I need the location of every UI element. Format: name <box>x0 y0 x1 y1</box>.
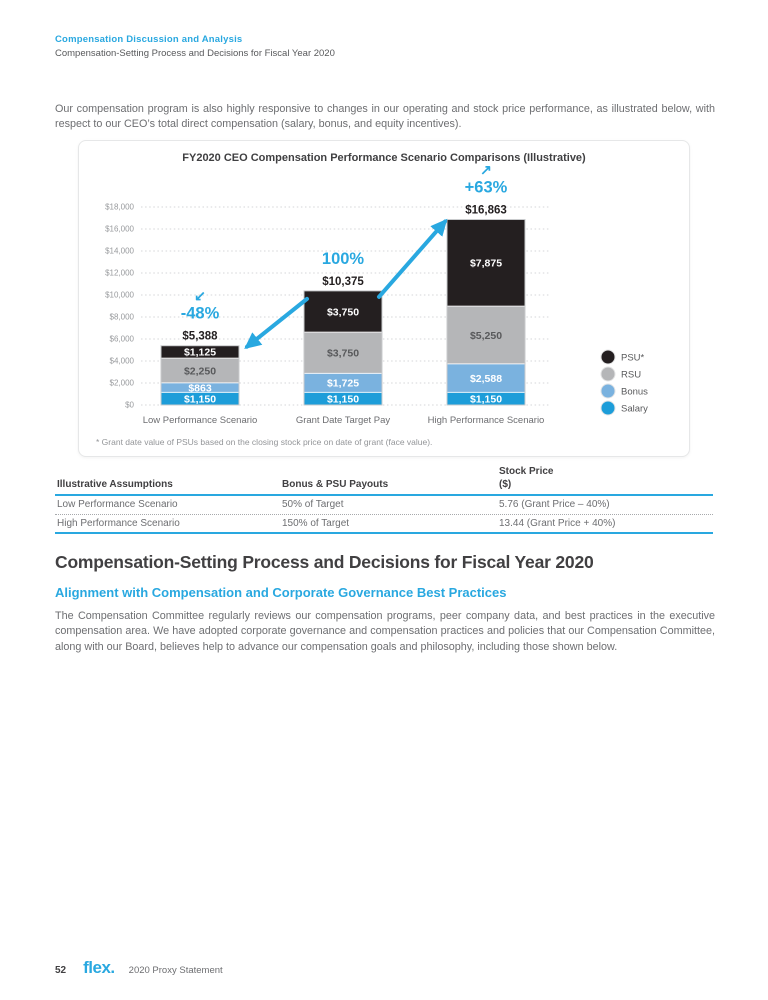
category-label: High Performance Scenario <box>427 415 545 426</box>
legend-swatch-salary <box>601 401 615 415</box>
section-body-paragraph: The Compensation Committee regularly reviews our compensation programs, peer company data, and best practices in the executive compensation area. We have adopted corporate governance and compensation practices and policies that our Compensation Committee, along with our Board, believes help to advance our compensation goals and philosophy, including those shown below. <box>55 610 715 653</box>
bar-total-label: $10,375 <box>322 275 364 288</box>
comparison-arrow <box>379 222 445 297</box>
cell-stock-price: 13.44 (Grant Price + 40%) <box>499 517 616 529</box>
segment-value-label: $3,750 <box>326 306 360 319</box>
comparison-arrow <box>247 299 307 347</box>
table-header-bonus-psu-payouts <box>280 479 497 492</box>
segment-value-label: $5,250 <box>469 329 503 342</box>
table-header-stock-price <box>497 466 713 491</box>
legend-swatch-rsu <box>601 367 615 381</box>
assumptions-table <box>55 466 713 534</box>
intro-paragraph: Our compensation program is also highly responsive to changes in our operating and stock price performance, as illustrated below, with respect to our CEO’s total direct compensation (salary, bonus, and equity incentives). <box>55 103 715 131</box>
segment-value-label: $1,150 <box>183 393 217 406</box>
header-text-line2: ($) <box>499 478 512 490</box>
y-axis-tick-label: $6,000 <box>109 334 134 344</box>
table-header-illustrative-assumptions <box>55 479 280 492</box>
cell-payout: 150% of Target <box>282 517 350 529</box>
table-row-high-performance <box>55 515 713 535</box>
legend-label: PSU* <box>621 352 645 364</box>
section-heading: Compensation-Setting Process and Decisions for Fiscal Year 2020 <box>55 552 594 572</box>
segment-value-label: $1,150 <box>326 393 360 406</box>
breadcrumb-section-title: Compensation Discussion and Analysis <box>55 34 243 45</box>
segment-value-label: $3,750 <box>326 347 360 360</box>
section-subheading: Alignment with Compensation and Corporate Governance Best Practices <box>55 585 507 600</box>
cell-payout: 50% of Target <box>282 499 344 510</box>
segment-value-label: $863 <box>188 382 212 395</box>
y-axis-tick-label: $0 <box>125 400 134 410</box>
y-axis-tick-label: $8,000 <box>109 312 134 322</box>
y-axis-tick-label: $4,000 <box>109 356 134 366</box>
percent-annotation: 100% <box>321 249 365 268</box>
y-axis-tick-label: $10,000 <box>105 290 134 300</box>
chart-footnote: * Grant date value of PSUs based on the closing stock price on date of grant (face value). <box>96 437 433 447</box>
table-header-row <box>55 466 713 496</box>
arrow-glyph: ↗ <box>480 161 492 178</box>
y-axis-tick-label: $2,000 <box>109 378 134 388</box>
cell-scenario: Low Performance Scenario <box>57 499 178 510</box>
segment-value-label: $2,250 <box>183 365 217 378</box>
page-footer <box>55 958 223 978</box>
breadcrumb-subsection-title: Compensation-Setting Process and Decisions for Fiscal Year 2020 <box>55 48 335 59</box>
segment-value-label: $1,725 <box>326 377 360 390</box>
cell-scenario: High Performance Scenario <box>57 517 180 529</box>
bar-total-label: $5,388 <box>182 330 218 343</box>
y-axis-tick-label: $12,000 <box>105 268 134 278</box>
segment-value-label: $1,125 <box>183 346 217 359</box>
page-number: 52 <box>55 965 67 976</box>
bar-total-label: $16,863 <box>465 204 507 217</box>
chart-title: FY2020 CEO Compensation Performance Scenario Comparisons (Illustrative) <box>182 152 586 164</box>
category-label: Grant Date Target Pay <box>295 415 391 426</box>
percent-annotation: -48% <box>180 304 220 323</box>
y-axis-tick-label: $18,000 <box>105 202 134 212</box>
segment-value-label: $2,588 <box>469 372 503 385</box>
table-row-low-performance <box>55 496 713 515</box>
legend-label: Bonus <box>621 386 648 398</box>
footer-label: 2020 Proxy Statement <box>128 965 223 976</box>
percent-annotation: +63% <box>464 178 508 197</box>
page-header <box>55 34 335 59</box>
y-axis-tick-label: $14,000 <box>105 246 134 256</box>
compensation-scenario-chart-card <box>78 140 690 457</box>
legend-swatch-bonus <box>601 384 615 398</box>
header-text-line1: Stock Price <box>499 466 554 477</box>
segment-value-label: $1,150 <box>469 393 503 406</box>
legend-label: RSU <box>621 369 642 381</box>
flex-logo: flex. <box>83 958 115 977</box>
legend-label: Salary <box>621 403 648 415</box>
y-axis-tick-label: $16,000 <box>105 224 134 234</box>
arrow-glyph: ↙ <box>194 287 206 304</box>
segment-value-label: $7,875 <box>469 257 503 270</box>
stacked-bar-chart <box>79 161 691 435</box>
legend-swatch-psu <box>601 350 615 364</box>
category-label: Low Performance Scenario <box>142 415 258 426</box>
header-text: Bonus & PSU Payouts <box>282 478 389 490</box>
cell-stock-price: 5.76 (Grant Price – 40%) <box>499 499 610 510</box>
header-text: Illustrative Assumptions <box>57 478 173 490</box>
